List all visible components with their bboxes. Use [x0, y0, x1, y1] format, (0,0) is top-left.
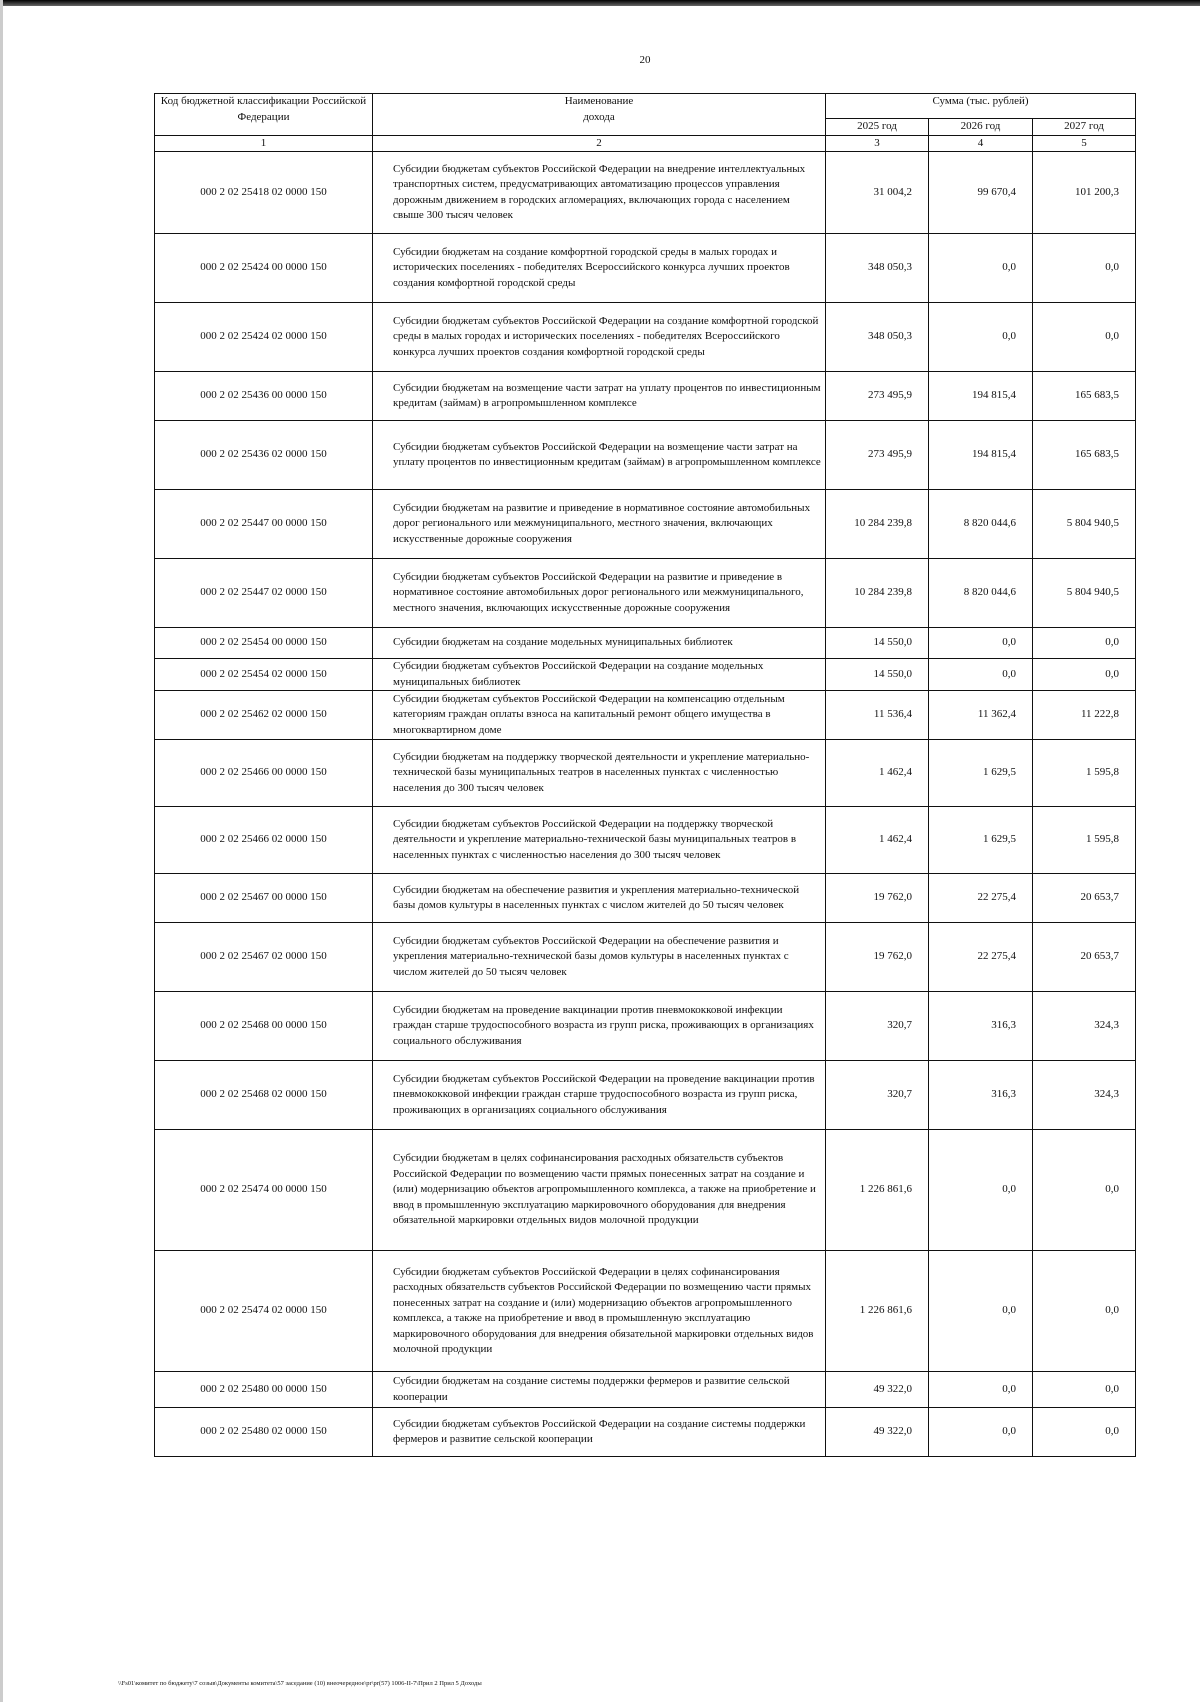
amount-2026-cell: 0,0 [929, 234, 1033, 303]
amount-2025-cell: 19 762,0 [826, 923, 929, 992]
amount-2026-cell: 194 815,4 [929, 372, 1033, 421]
amount-2026-cell: 99 670,4 [929, 152, 1033, 234]
header-year-2026: 2026 год [929, 119, 1033, 136]
revenue-table [154, 93, 1136, 1457]
amount-2026-cell: 0,0 [929, 303, 1033, 372]
table-row [155, 490, 1136, 559]
code-cell: 000 2 02 25466 00 0000 150 [155, 740, 373, 807]
amount-2025-cell: 10 284 239,8 [826, 490, 929, 559]
name-cell: Субсидии бюджетам на создание комфортной городской среды в малых городах и исторических поселениях - победителях Всероссийского конкурса лучших проектов создания комфортной городской среды [373, 234, 826, 303]
code-cell: 000 2 02 25480 00 0000 150 [155, 1372, 373, 1408]
code-cell: 000 2 02 25436 02 0000 150 [155, 421, 373, 490]
name-cell: Субсидии бюджетам субъектов Российской Федерации на возмещение части затрат на уплату процентов по инвестиционным кредитам (займам) в агропромышленном комплексе [373, 421, 826, 490]
table-row [155, 659, 1136, 691]
header-code: Код бюджетной классификации Российской Федерации [155, 94, 373, 136]
amount-2027-cell: 1 595,8 [1033, 807, 1136, 874]
code-cell: 000 2 02 25466 02 0000 150 [155, 807, 373, 874]
amount-2027-cell: 0,0 [1033, 628, 1136, 659]
page-number: 20 [639, 54, 651, 66]
code-cell: 000 2 02 25467 00 0000 150 [155, 874, 373, 923]
amount-2025-cell: 49 322,0 [826, 1408, 929, 1457]
name-cell: Субсидии бюджетам на создание модельных муниципальных библиотек [373, 628, 826, 659]
amount-2026-cell: 0,0 [929, 1408, 1033, 1457]
amount-2025-cell: 348 050,3 [826, 234, 929, 303]
table-row [155, 1061, 1136, 1130]
amount-2027-cell: 0,0 [1033, 234, 1136, 303]
table-row [155, 1372, 1136, 1408]
amount-2027-cell: 5 804 940,5 [1033, 559, 1136, 628]
code-cell: 000 2 02 25454 02 0000 150 [155, 659, 373, 691]
amount-2025-cell: 320,7 [826, 1061, 929, 1130]
table-row [155, 740, 1136, 807]
amount-2026-cell: 22 275,4 [929, 874, 1033, 923]
code-cell: 000 2 02 25454 00 0000 150 [155, 628, 373, 659]
header-name [373, 94, 826, 136]
name-cell: Субсидии бюджетам на обеспечение развития и укрепления материально-технической базы домов культуры в населенных пунктах с числом жителей до 50 тысяч человек [373, 874, 826, 923]
col-number-1: 1 [155, 135, 373, 152]
code-cell: 000 2 02 25474 02 0000 150 [155, 1251, 373, 1372]
amount-2027-cell: 20 653,7 [1033, 923, 1136, 992]
name-cell: Субсидии бюджетам на поддержку творческой деятельности и укрепление материально-технической базы муниципальных театров в населенных пунктах с численностью населения до 300 тысяч человек [373, 740, 826, 807]
code-cell: 000 2 02 25474 00 0000 150 [155, 1130, 373, 1251]
header-year-2025: 2025 год [826, 119, 929, 136]
table-row [155, 303, 1136, 372]
amount-2026-cell: 8 820 044,6 [929, 490, 1033, 559]
header-year-2027: 2027 год [1033, 119, 1136, 136]
name-cell: Субсидии бюджетам субъектов Российской Федерации на создание системы поддержки фермеров и развитие сельской кооперации [373, 1408, 826, 1457]
code-cell: 000 2 02 25436 00 0000 150 [155, 372, 373, 421]
name-cell: Субсидии бюджетам субъектов Российской Федерации на обеспечение развития и укрепления материально-технической базы домов культуры в населенных пунктах с числом жителей до 50 тысяч человек [373, 923, 826, 992]
table-row [155, 372, 1136, 421]
amount-2027-cell: 0,0 [1033, 1408, 1136, 1457]
amount-2027-cell: 0,0 [1033, 1130, 1136, 1251]
name-cell: Субсидии бюджетам на проведение вакцинации против пневмококковой инфекции граждан старше трудоспособного возраста из групп риска, проживающих в организациях социального обслуживания [373, 992, 826, 1061]
amount-2025-cell: 1 462,4 [826, 740, 929, 807]
amount-2027-cell: 0,0 [1033, 659, 1136, 691]
amount-2026-cell: 0,0 [929, 1372, 1033, 1408]
table-row [155, 421, 1136, 490]
col-number-5: 5 [1033, 135, 1136, 152]
amount-2026-cell: 316,3 [929, 992, 1033, 1061]
table-row [155, 152, 1136, 234]
amount-2027-cell: 0,0 [1033, 1372, 1136, 1408]
amount-2027-cell: 0,0 [1033, 1251, 1136, 1372]
amount-2025-cell: 1 462,4 [826, 807, 929, 874]
name-cell: Субсидии бюджетам субъектов Российской Федерации на проведение вакцинации против пневмококковой инфекции граждан старше трудоспособного возраста из групп риска, проживающих в организациях социального обслуживания [373, 1061, 826, 1130]
name-cell: Субсидии бюджетам субъектов Российской Федерации на развитие и приведение в нормативное состояние автомобильных дорог регионального или межмуниципального, местного значения, включающих искусственные дорожные сооружения [373, 559, 826, 628]
amount-2026-cell: 316,3 [929, 1061, 1033, 1130]
amount-2027-cell: 324,3 [1033, 992, 1136, 1061]
amount-2026-cell: 0,0 [929, 659, 1033, 691]
name-cell: Субсидии бюджетам субъектов Российской Федерации на компенсацию отдельным категориям граждан оплаты взноса на капитальный ремонт общего имущества в многоквартирном доме [373, 691, 826, 740]
code-cell: 000 2 02 25447 00 0000 150 [155, 490, 373, 559]
code-cell: 000 2 02 25468 02 0000 150 [155, 1061, 373, 1130]
amount-2025-cell: 19 762,0 [826, 874, 929, 923]
amount-2026-cell: 0,0 [929, 1251, 1033, 1372]
amount-2026-cell: 1 629,5 [929, 740, 1033, 807]
code-cell: 000 2 02 25447 02 0000 150 [155, 559, 373, 628]
table-body [155, 152, 1136, 1457]
amount-2025-cell: 273 495,9 [826, 372, 929, 421]
table-row [155, 807, 1136, 874]
name-cell: Субсидии бюджетам субъектов Российской Федерации в целях софинансирования расходных обязательств субъектов Российской Федерации по возмещению части прямых понесенных затрат на создание и (или) модернизацию объектов агропромышленного комплекса, а также на приобретение и ввод в промышленную эксплуатацию маркировочного оборудования для внедрения обязательной маркировки отдельных видов молочной продукции [373, 1251, 826, 1372]
amount-2025-cell: 14 550,0 [826, 659, 929, 691]
amount-2027-cell: 5 804 940,5 [1033, 490, 1136, 559]
amount-2025-cell: 49 322,0 [826, 1372, 929, 1408]
name-cell: Субсидии бюджетам субъектов Российской Федерации на создание модельных муниципальных библиотек [373, 659, 826, 691]
code-cell: 000 2 02 25468 00 0000 150 [155, 992, 373, 1061]
scan-artifact-left [0, 0, 3, 1702]
table-row [155, 691, 1136, 740]
amount-2026-cell: 194 815,4 [929, 421, 1033, 490]
code-cell: 000 2 02 25424 02 0000 150 [155, 303, 373, 372]
name-cell: Субсидии бюджетам субъектов Российской Федерации на внедрение интеллектуальных транспортных систем, предусматривающих автоматизацию процессов управления дорожным движением в городских агломерациях, включающих города с населением свыше 300 тысяч человек [373, 152, 826, 234]
name-cell: Субсидии бюджетам на создание системы поддержки фермеров и развитие сельской кооперации [373, 1372, 826, 1408]
amount-2026-cell: 11 362,4 [929, 691, 1033, 740]
table-row [155, 923, 1136, 992]
amount-2027-cell: 20 653,7 [1033, 874, 1136, 923]
code-cell: 000 2 02 25418 02 0000 150 [155, 152, 373, 234]
code-cell: 000 2 02 25462 02 0000 150 [155, 691, 373, 740]
code-cell: 000 2 02 25467 02 0000 150 [155, 923, 373, 992]
amount-2025-cell: 10 284 239,8 [826, 559, 929, 628]
amount-2025-cell: 273 495,9 [826, 421, 929, 490]
amount-2027-cell: 324,3 [1033, 1061, 1136, 1130]
footer-file-path: \\Fs01\комитет по бюджету\7 созыв\Документы комитета\57 заседание (10) внеочередное\pr\pr(57) 1006-II-7\Прил 2 Прил 5 Доходы [118, 1680, 482, 1687]
table-row [155, 628, 1136, 659]
header-sum: Сумма (тыс. рублей) [826, 94, 1136, 119]
amount-2025-cell: 320,7 [826, 992, 929, 1061]
amount-2027-cell: 1 595,8 [1033, 740, 1136, 807]
col-number-4: 4 [929, 135, 1033, 152]
amount-2026-cell: 0,0 [929, 628, 1033, 659]
table-row [155, 1130, 1136, 1251]
name-cell: Субсидии бюджетам на возмещение части затрат на уплату процентов по инвестиционным кредитам (займам) в агропромышленном комплексе [373, 372, 826, 421]
amount-2026-cell: 8 820 044,6 [929, 559, 1033, 628]
amount-2027-cell: 165 683,5 [1033, 372, 1136, 421]
header-name-line1: Наименование [564, 95, 634, 107]
amount-2025-cell: 1 226 861,6 [826, 1251, 929, 1372]
col-number-2: 2 [373, 135, 826, 152]
amount-2027-cell: 0,0 [1033, 303, 1136, 372]
table-row [155, 874, 1136, 923]
table-row [155, 559, 1136, 628]
amount-2026-cell: 22 275,4 [929, 923, 1033, 992]
amount-2027-cell: 165 683,5 [1033, 421, 1136, 490]
amount-2025-cell: 11 536,4 [826, 691, 929, 740]
name-cell: Субсидии бюджетам на развитие и приведение в нормативное состояние автомобильных дорог регионального или межмуниципального, местного значения, включающих искусственные дорожные сооружения [373, 490, 826, 559]
amount-2025-cell: 1 226 861,6 [826, 1130, 929, 1251]
amount-2027-cell: 11 222,8 [1033, 691, 1136, 740]
code-cell: 000 2 02 25480 02 0000 150 [155, 1408, 373, 1457]
table-row [155, 234, 1136, 303]
header-name-line2: дохода [583, 110, 615, 123]
amount-2026-cell: 0,0 [929, 1130, 1033, 1251]
name-cell: Субсидии бюджетам субъектов Российской Федерации на поддержку творческой деятельности и укрепление материально-технической базы муниципальных театров в населенных пунктах с численностью населения до 300 тысяч человек [373, 807, 826, 874]
amount-2025-cell: 14 550,0 [826, 628, 929, 659]
name-cell: Субсидии бюджетам в целях софинансирования расходных обязательств субъектов Российской Федерации по возмещению части прямых понесенных затрат на создание и (или) модернизацию объектов агропромышленного комплекса, а также на приобретение и ввод в промышленную эксплуатацию маркировочного оборудования для внедрения обязательной маркировки отдельных видов молочной продукции [373, 1130, 826, 1251]
amount-2027-cell: 101 200,3 [1033, 152, 1136, 234]
amount-2026-cell: 1 629,5 [929, 807, 1033, 874]
name-cell: Субсидии бюджетам субъектов Российской Федерации на создание комфортной городской среды в малых городах и исторических поселениях - победителях Всероссийского конкурса лучших проектов создания комфортной городской среды [373, 303, 826, 372]
table-row [155, 1408, 1136, 1457]
code-cell: 000 2 02 25424 00 0000 150 [155, 234, 373, 303]
amount-2025-cell: 348 050,3 [826, 303, 929, 372]
table-row [155, 1251, 1136, 1372]
scan-artifact-top [0, 0, 1200, 6]
table-row [155, 992, 1136, 1061]
col-number-3: 3 [826, 135, 929, 152]
amount-2025-cell: 31 004,2 [826, 152, 929, 234]
